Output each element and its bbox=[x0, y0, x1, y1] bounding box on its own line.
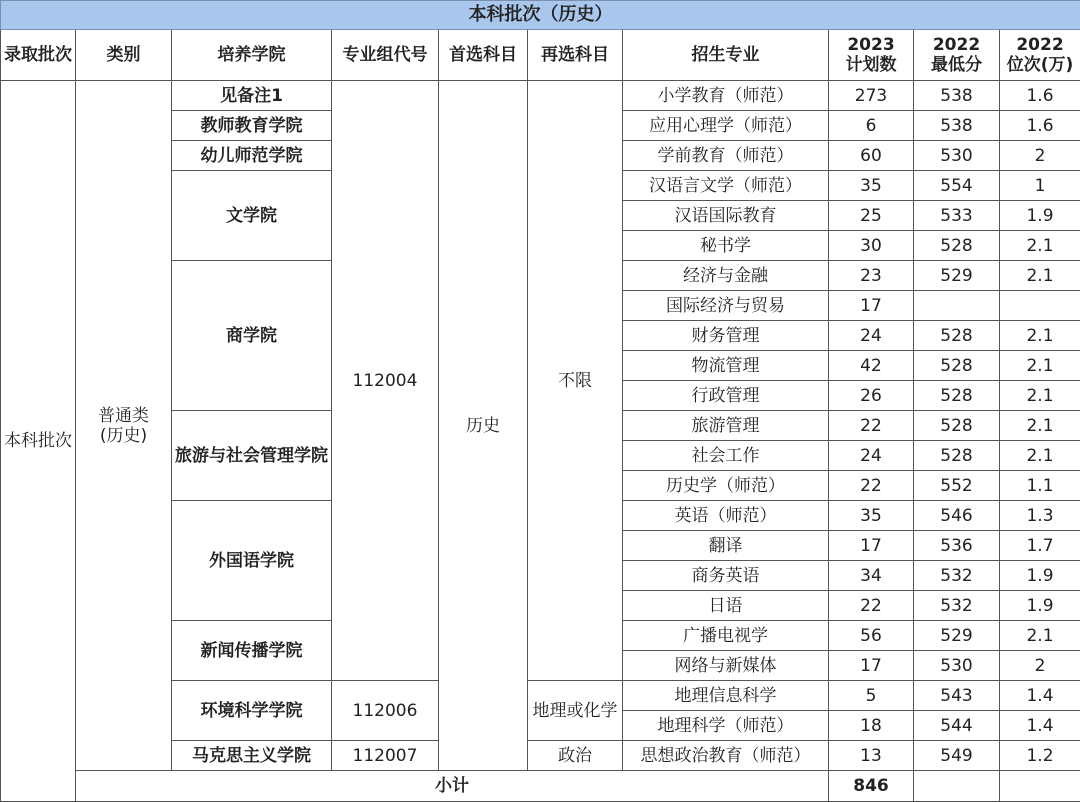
second-subject-cell: 地理或化学 bbox=[528, 681, 623, 741]
plan-cell: 22 bbox=[829, 471, 914, 501]
college-cell: 外国语学院 bbox=[172, 501, 332, 621]
min-score-cell: 538 bbox=[914, 81, 1000, 111]
major-cell: 行政管理 bbox=[623, 381, 829, 411]
major-cell: 财务管理 bbox=[623, 321, 829, 351]
rank-cell: 2.1 bbox=[1000, 441, 1080, 471]
rank-cell: 1.2 bbox=[1000, 741, 1080, 771]
rank-cell: 2.1 bbox=[1000, 261, 1080, 291]
plan-cell: 35 bbox=[829, 171, 914, 201]
min-score-cell: 544 bbox=[914, 711, 1000, 741]
rank-cell: 1.4 bbox=[1000, 681, 1080, 711]
major-cell: 翻译 bbox=[623, 531, 829, 561]
header-major: 招生专业 bbox=[623, 30, 829, 81]
header-plan-2023: 2023 计划数 bbox=[829, 30, 914, 81]
min-score-cell: 549 bbox=[914, 741, 1000, 771]
header-first-subject: 首选科目 bbox=[439, 30, 528, 81]
major-cell: 英语（师范） bbox=[623, 501, 829, 531]
major-cell: 汉语国际教育 bbox=[623, 201, 829, 231]
major-cell: 旅游管理 bbox=[623, 411, 829, 441]
major-cell: 商务英语 bbox=[623, 561, 829, 591]
plan-cell: 17 bbox=[829, 651, 914, 681]
min-score-cell: 528 bbox=[914, 321, 1000, 351]
group-code-cell: 112006 bbox=[332, 681, 439, 741]
min-score-cell: 543 bbox=[914, 681, 1000, 711]
plan-cell: 30 bbox=[829, 231, 914, 261]
rank-cell: 1.6 bbox=[1000, 111, 1080, 141]
empty-cell bbox=[914, 771, 1000, 802]
min-score-cell: 546 bbox=[914, 501, 1000, 531]
plan-cell: 22 bbox=[829, 411, 914, 441]
header-batch: 录取批次 bbox=[1, 30, 76, 81]
plan-cell: 273 bbox=[829, 81, 914, 111]
group-code-cell: 112007 bbox=[332, 741, 439, 771]
rank-cell: 1.7 bbox=[1000, 531, 1080, 561]
min-score-cell: 530 bbox=[914, 141, 1000, 171]
plan-cell: 24 bbox=[829, 321, 914, 351]
second-subject-cell: 不限 bbox=[528, 81, 623, 681]
header-college: 培养学院 bbox=[172, 30, 332, 81]
min-score-cell: 528 bbox=[914, 351, 1000, 381]
major-cell: 学前教育（师范） bbox=[623, 141, 829, 171]
plan-cell: 13 bbox=[829, 741, 914, 771]
major-cell: 小学教育（师范） bbox=[623, 81, 829, 111]
major-cell: 广播电视学 bbox=[623, 621, 829, 651]
min-score-cell: 532 bbox=[914, 561, 1000, 591]
rank-cell: 1.1 bbox=[1000, 471, 1080, 501]
group-code-cell: 112004 bbox=[332, 81, 439, 681]
major-cell: 网络与新媒体 bbox=[623, 651, 829, 681]
min-score-cell: 529 bbox=[914, 261, 1000, 291]
rank-cell: 1.9 bbox=[1000, 201, 1080, 231]
rank-cell: 1 bbox=[1000, 171, 1080, 201]
plan-cell: 6 bbox=[829, 111, 914, 141]
second-subject-cell: 政治 bbox=[528, 741, 623, 771]
rank-cell: 1.6 bbox=[1000, 81, 1080, 111]
header-second-subject: 再选科目 bbox=[528, 30, 623, 81]
subtotal-label: 小计 bbox=[76, 771, 829, 802]
major-cell: 国际经济与贸易 bbox=[623, 291, 829, 321]
rank-cell: 2 bbox=[1000, 141, 1080, 171]
major-cell: 日语 bbox=[623, 591, 829, 621]
min-score-cell bbox=[914, 291, 1000, 321]
plan-cell: 23 bbox=[829, 261, 914, 291]
batch-cell: 本科批次 bbox=[1, 81, 76, 802]
rank-cell: 1.4 bbox=[1000, 711, 1080, 741]
college-cell: 马克思主义学院 bbox=[172, 741, 332, 771]
plan-cell: 17 bbox=[829, 291, 914, 321]
plan-cell: 42 bbox=[829, 351, 914, 381]
major-cell: 经济与金融 bbox=[623, 261, 829, 291]
min-score-cell: 552 bbox=[914, 471, 1000, 501]
rank-cell: 2.1 bbox=[1000, 231, 1080, 261]
plan-cell: 35 bbox=[829, 501, 914, 531]
min-score-cell: 536 bbox=[914, 531, 1000, 561]
major-cell: 地理信息科学 bbox=[623, 681, 829, 711]
major-cell: 地理科学（师范） bbox=[623, 711, 829, 741]
rank-cell: 1.9 bbox=[1000, 561, 1080, 591]
min-score-cell: 530 bbox=[914, 651, 1000, 681]
major-cell: 应用心理学（师范） bbox=[623, 111, 829, 141]
major-cell: 秘书学 bbox=[623, 231, 829, 261]
min-score-cell: 532 bbox=[914, 591, 1000, 621]
rank-cell: 2 bbox=[1000, 651, 1080, 681]
rank-cell: 1.3 bbox=[1000, 501, 1080, 531]
subtotal-row bbox=[1, 771, 1080, 802]
rank-cell: 2.1 bbox=[1000, 321, 1080, 351]
plan-cell: 34 bbox=[829, 561, 914, 591]
plan-cell: 25 bbox=[829, 201, 914, 231]
plan-cell: 17 bbox=[829, 531, 914, 561]
min-score-cell: 528 bbox=[914, 441, 1000, 471]
rank-cell bbox=[1000, 291, 1080, 321]
min-score-cell: 528 bbox=[914, 231, 1000, 261]
subtotal-value: 846 bbox=[829, 771, 914, 802]
empty-cell bbox=[1000, 771, 1080, 802]
min-score-cell: 528 bbox=[914, 411, 1000, 441]
college-cell: 教师教育学院 bbox=[172, 111, 332, 141]
min-score-cell: 528 bbox=[914, 381, 1000, 411]
college-cell: 幼儿师范学院 bbox=[172, 141, 332, 171]
first-subject-cell: 历史 bbox=[439, 81, 528, 771]
major-cell: 物流管理 bbox=[623, 351, 829, 381]
major-cell: 汉语言文学（师范） bbox=[623, 171, 829, 201]
header-group-code: 专业组代号 bbox=[332, 30, 439, 81]
header-rank-2022: 2022 位次(万) bbox=[1000, 30, 1080, 81]
major-cell: 思想政治教育（师范） bbox=[623, 741, 829, 771]
college-cell: 环境科学学院 bbox=[172, 681, 332, 741]
min-score-cell: 554 bbox=[914, 171, 1000, 201]
rank-cell: 2.1 bbox=[1000, 621, 1080, 651]
college-cell: 商学院 bbox=[172, 261, 332, 411]
header-min-2022: 2022 最低分 bbox=[914, 30, 1000, 81]
rank-cell: 2.1 bbox=[1000, 411, 1080, 441]
major-cell: 社会工作 bbox=[623, 441, 829, 471]
min-score-cell: 529 bbox=[914, 621, 1000, 651]
rank-cell: 1.9 bbox=[1000, 591, 1080, 621]
plan-cell: 26 bbox=[829, 381, 914, 411]
plan-cell: 22 bbox=[829, 591, 914, 621]
major-cell: 历史学（师范） bbox=[623, 471, 829, 501]
plan-cell: 60 bbox=[829, 141, 914, 171]
plan-cell: 5 bbox=[829, 681, 914, 711]
rank-cell: 2.1 bbox=[1000, 351, 1080, 381]
college-cell: 见备注1 bbox=[172, 81, 332, 111]
plan-cell: 56 bbox=[829, 621, 914, 651]
table-row bbox=[1, 81, 1080, 111]
college-cell: 新闻传播学院 bbox=[172, 621, 332, 681]
min-score-cell: 538 bbox=[914, 111, 1000, 141]
min-score-cell: 533 bbox=[914, 201, 1000, 231]
rank-cell: 2.1 bbox=[1000, 381, 1080, 411]
header-category: 类别 bbox=[76, 30, 172, 81]
table-title: 本科批次（历史） bbox=[1, 1, 1080, 30]
college-cell: 旅游与社会管理学院 bbox=[172, 411, 332, 501]
plan-cell: 18 bbox=[829, 711, 914, 741]
plan-cell: 24 bbox=[829, 441, 914, 471]
college-cell: 文学院 bbox=[172, 171, 332, 261]
category-cell: 普通类 (历史) bbox=[76, 81, 172, 771]
